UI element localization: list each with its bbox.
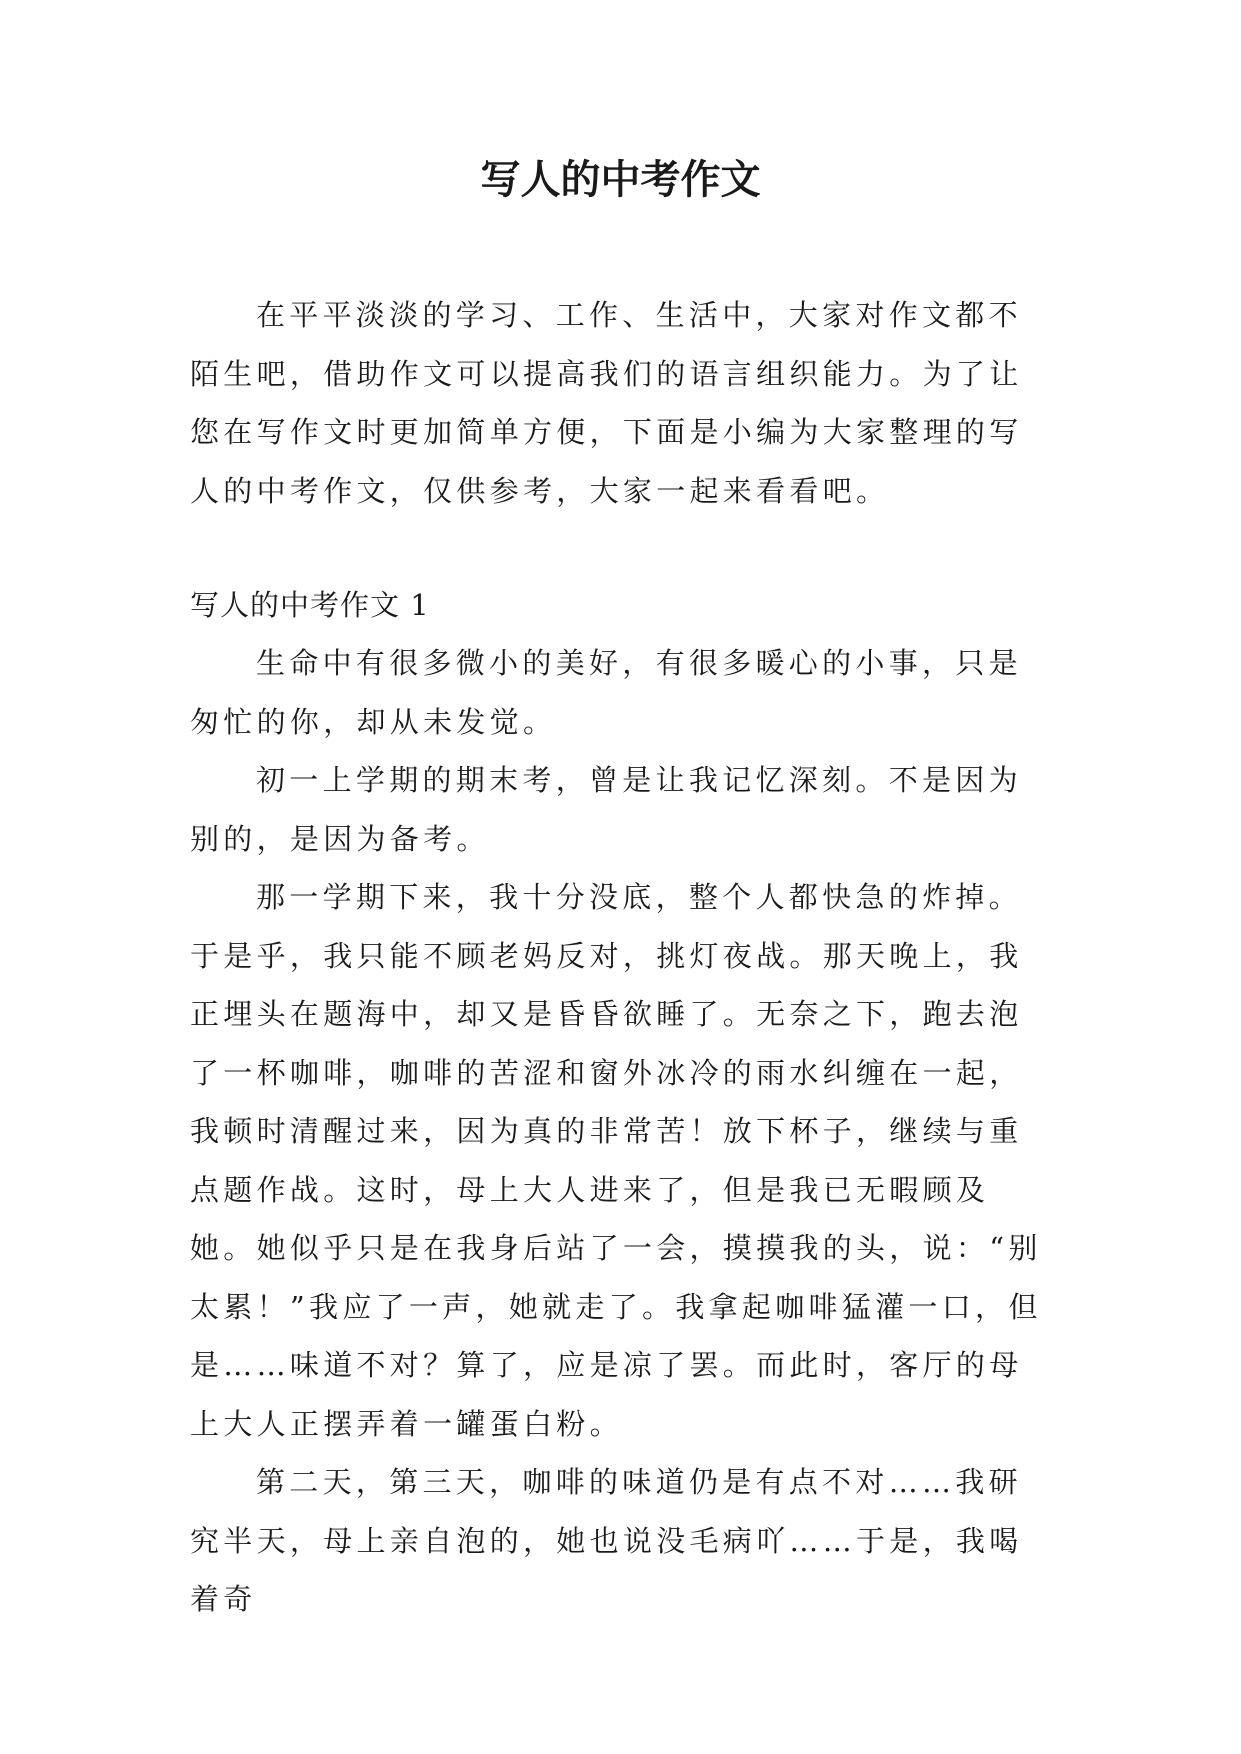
body-paragraph: 第二天，第三天，咖啡的味道仍是有点不对……我研究半天，母上亲自泡的，她也说没毛病吖……于是，我喝着奇	[190, 1465, 1023, 1616]
intro-paragraph: 在平平淡淡的学习、工作、生活中，大家对作文都不陌生吧，借助作文可以提高我们的语言组织能力。为了让您在写作文时更加简单方便，下面是小编为大家整理的写人的中考作文，仅供参考，大家一起来看看吧。	[190, 298, 1023, 508]
body-paragraph: 生命中有很多微小的美好，有很多暖心的小事，只是匆忙的你，却从未发觉。	[190, 646, 1022, 739]
body-paragraph: 初一上学期的期末考，曾是让我记忆深刻。不是因为别的，是因为备考。	[190, 763, 1022, 856]
essay-section	[190, 576, 1050, 1629]
section-heading: 写人的中考作文 1	[190, 588, 430, 622]
body-paragraph: 那一学期下来，我十分没底，整个人都快急的炸掉。于是乎，我只能不顾老妈反对，挑灯夜战。那天晚上，我正埋头在题海中，却又是昏昏欲睡了。无奈之下，跑去泡了一杯咖啡，咖啡的苦涩和窗外冰冷的雨水纠缠在一起，我顿时清醒过来，因为真的非常苦！放下杯子，继续与重点题作战。这时，母上大人进来了，但是我已无暇顾及她。她似乎只是在我身后站了一会，摸摸我的头，说：“别太累！”我应了一声，她就走了。我拿起咖啡猛灌一口，但是……味道不对？算了，应是凉了罢。而此时，客厅的母上大人正摆弄着一罐蛋白粉。	[190, 880, 1042, 1441]
document-title: 写人的中考作文	[480, 156, 761, 203]
